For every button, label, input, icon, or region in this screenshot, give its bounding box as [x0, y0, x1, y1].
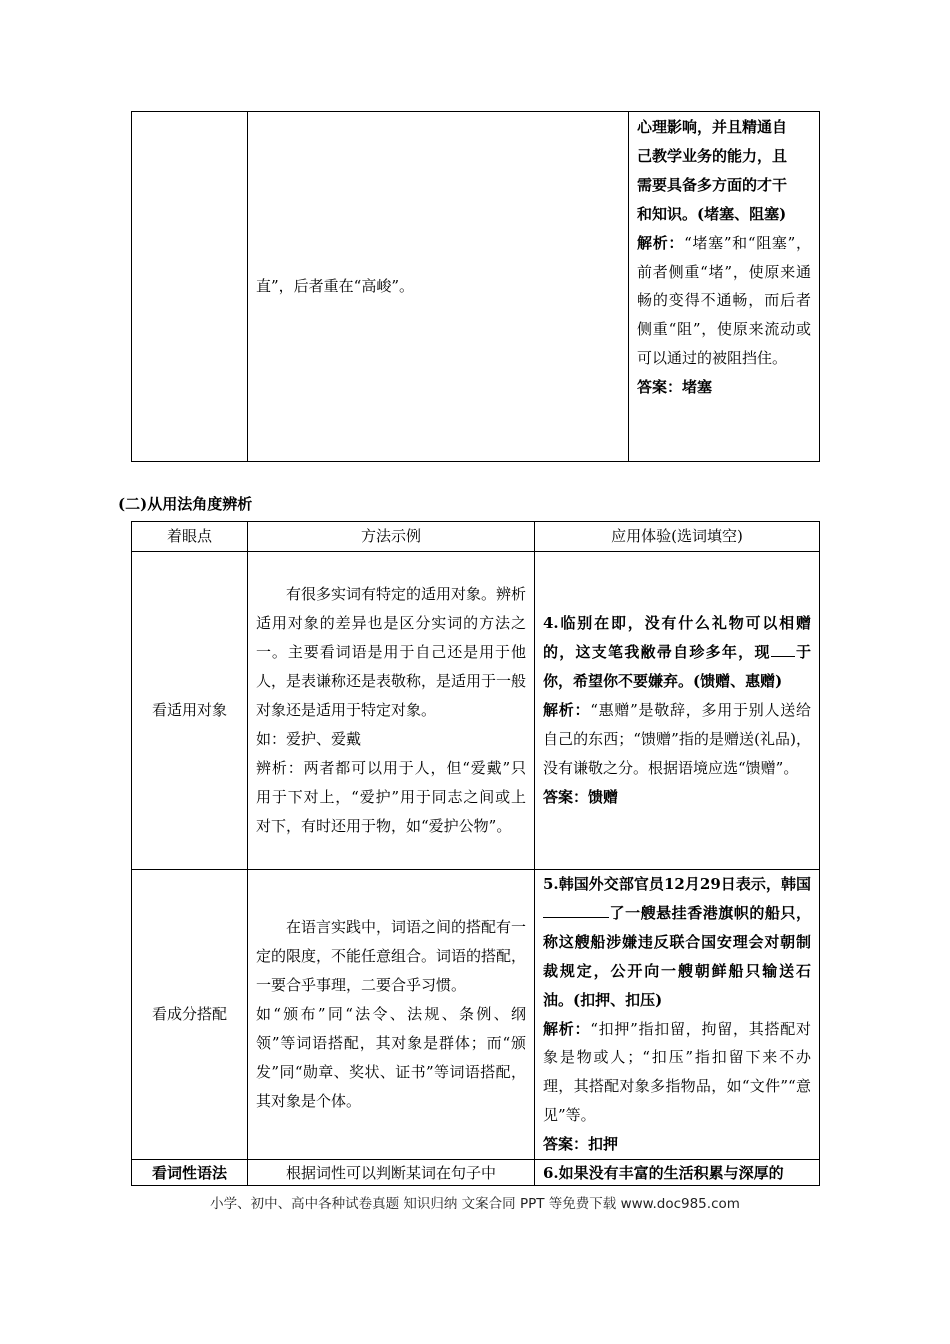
header-method: 方法示例 — [248, 522, 535, 552]
table1-answer: 答案：堵塞 — [637, 378, 713, 397]
table1-analysis: 解析：“堵塞”和“阻塞”，前者侧重“堵”，使原来通畅的变得不通畅，而后者侧重“阻”，使原来流动或可以通过的被阻挡住。 — [637, 233, 811, 368]
table1-mid-text: 直”，后者重在“高峻”。 — [256, 277, 415, 296]
fill-blank[interactable] — [543, 903, 609, 918]
row3-focus: 看词性语法 — [132, 1160, 248, 1186]
row2-focus: 看成分搭配 — [132, 870, 248, 1160]
row1-application: 4.临别在即，没有什么礼物可以相赠的，这支笔我敝帚自珍多年，现 于你，希望你不要嫌弃。(馈赠、惠赠) 解析：“惠赠”是敬辞，多用于别人送给自己的东西；“馈赠”指的是赠送(礼品)，没有谦敬之分。根据语境应选“馈赠”。 答案：馈赠 — [535, 552, 820, 870]
table1-cell-application — [629, 112, 820, 462]
usage-analysis-table — [131, 521, 820, 1186]
table1-line-2: 己教学业务的能力，且 — [637, 146, 788, 165]
row3-method: 根据词性可以判断某词在句子中 — [248, 1160, 535, 1186]
row2-application: 5.韩国外交部官员12月29日表示，韩国了一艘悬挂香港旗帜的船只，称这艘船涉嫌违反联合国安理会对朝制裁规定，公开向一艘朝鲜船只输送石油。(扣押、扣压) 解析：“扣押”指扣留，拘留，其搭配对象是物或人；“扣压”指扣留下来不办理，其搭配对象多指物品，如“文件”“意见”等。 答案：扣押 — [535, 870, 820, 1160]
fill-blank[interactable] — [771, 642, 795, 657]
table-continued — [131, 111, 820, 462]
table-row — [132, 1160, 820, 1186]
table1-cell-method — [248, 112, 629, 462]
row2-method: 在语言实践中，词语之间的搭配有一定的限度，不能任意组合。词语的搭配，一要合乎事理，二要合乎习惯。 如“颁布”同“法令、法规、条例、纲领”等词语搭配，其对象是群体；而“颁发”同“勋章、奖状、证书”等词语搭配，其对象是个体。 — [248, 870, 535, 1160]
section-title: (二)从用法角度辨析 — [118, 495, 253, 513]
table-row — [132, 870, 820, 1160]
table1-cell-empty — [132, 112, 248, 462]
table1-line-3: 需要具备多方面的才干 — [637, 175, 788, 194]
table1-line-1: 心理影响，并且精通自 — [637, 118, 788, 136]
row1-focus: 看适用对象 — [132, 552, 248, 870]
row1-method: 有很多实词有特定的适用对象。辨析适用对象的差异也是区分实词的方法之一。主要看词语是用于自己还是用于他人，是表谦称还是表敬称，是适用于一般对象还是适用于特定对象。 如：爱护、爱戴 辨析：两者都可以用于人，但“爱戴”只用于下对上，“爱护”用于同志之间或上对下，有时还用于物，如“爱护公物”。 — [248, 552, 535, 870]
table-row — [132, 552, 820, 870]
header-application: 应用体验(选词填空) — [535, 522, 820, 552]
header-focus: 着眼点 — [132, 522, 248, 552]
row3-application: 6.如果没有丰富的生活积累与深厚的 — [535, 1160, 820, 1186]
page-footer: 小学、初中、高中各种试卷真题 知识归纳 文案合同 PPT 等免费下载 www.doc985.com — [210, 1196, 740, 1212]
table1-line-4: 和知识。(堵塞、阻塞) — [637, 204, 787, 223]
